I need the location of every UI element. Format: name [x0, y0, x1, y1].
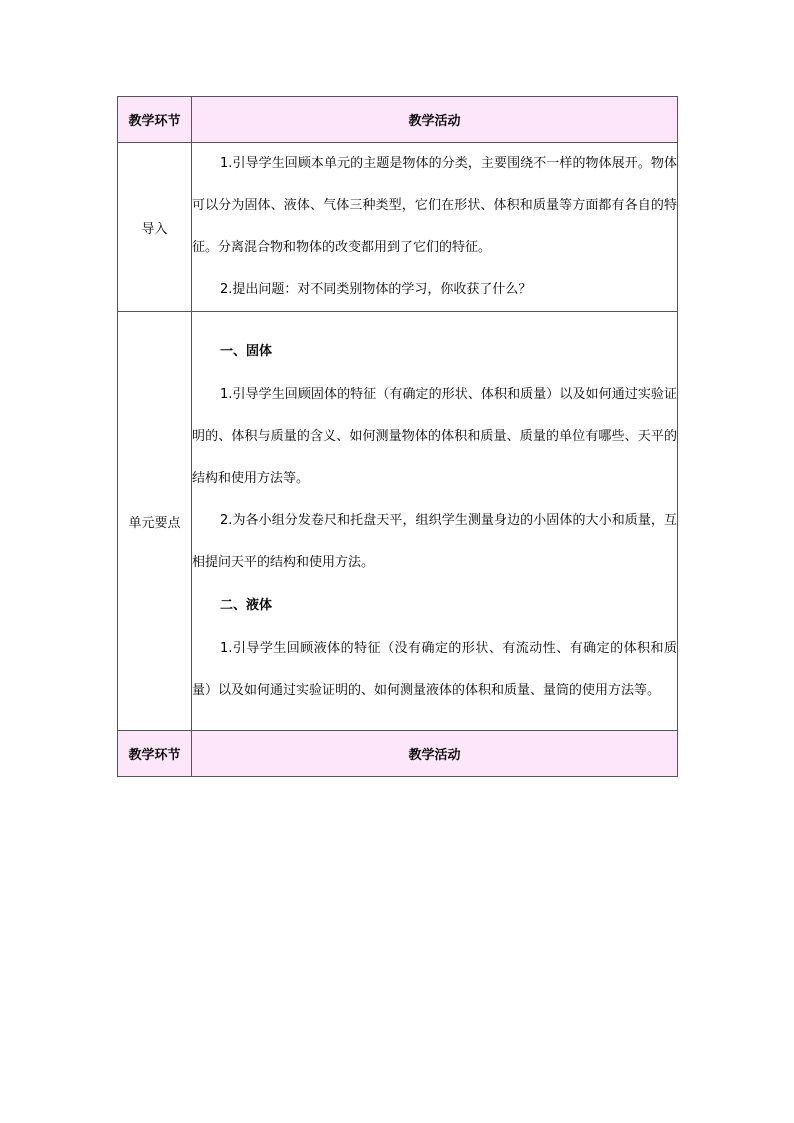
header-activity-cell: 教学活动	[192, 97, 678, 143]
intro-activity-cell	[192, 143, 678, 312]
intro-paragraph-2: 2.提出问题：对不同类别物体的学习，你收获了什么？	[220, 282, 532, 297]
unit-activity-cell	[192, 312, 678, 731]
solid-heading: 一、固体	[220, 344, 273, 359]
unit-stage-cell: 单元要点	[118, 312, 192, 731]
intro-stage-cell: 导入	[118, 143, 192, 312]
lesson-plan-table	[117, 96, 678, 777]
liquid-heading: 二、液体	[220, 598, 273, 613]
solid-paragraph-1: 1.引导学生回顾固体的特征（有确定的形状、体积和质量）以及如何通过实验证明的、体积与质量的含义、如何测量物体的体积和质量、质量的单位有哪些、天平的结构和使用方法等。	[192, 387, 677, 486]
footer-stage-cell: 教学环节	[118, 731, 192, 777]
liquid-paragraph-1: 1.引导学生回顾液体的特征（没有确定的形状、有流动性、有确定的体积和质量）以及如何通过实验证明的、如何测量液体的体积和质量、量筒的使用方法等。	[192, 641, 677, 698]
table-footer-row	[118, 731, 678, 777]
solid-paragraph-2: 2.为各小组分发卷尺和托盘天平，组织学生测量身边的小固体的大小和质量，互相提问天平的结构和使用方法。	[192, 513, 677, 570]
intro-row	[118, 143, 678, 312]
intro-paragraph-1: 1.引导学生回顾本单元的主题是物体的分类，主要围绕不一样的物体展开。物体可以分为固体、液体、气体三种类型，它们在形状、体积和质量等方面都有各自的特征。分离混合物和物体的改变都用到了它们的特征。	[192, 156, 677, 255]
footer-activity-cell: 教学活动	[192, 731, 678, 777]
table-header-row	[118, 97, 678, 143]
unit-row	[118, 312, 678, 731]
header-stage-cell: 教学环节	[118, 97, 192, 143]
